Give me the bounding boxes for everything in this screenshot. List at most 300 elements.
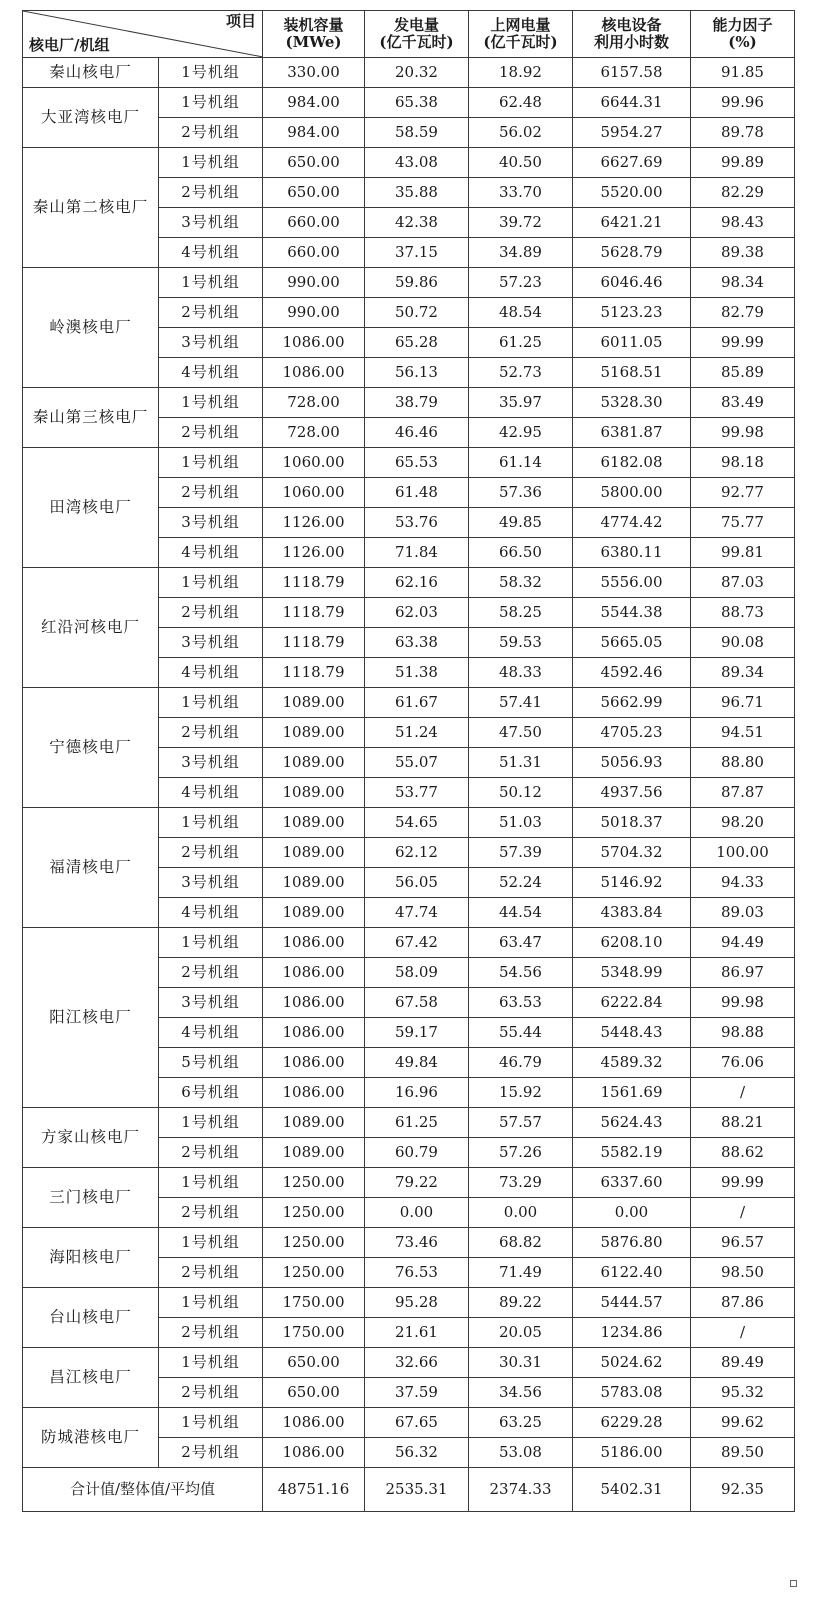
value-cell: 42.38: [365, 208, 469, 238]
value-cell: 62.12: [365, 838, 469, 868]
value-cell: 37.15: [365, 238, 469, 268]
value-cell: 34.56: [469, 1378, 573, 1408]
value-cell: 20.05: [469, 1318, 573, 1348]
table-row: [23, 1288, 795, 1318]
value-cell: 5328.30: [573, 388, 691, 418]
value-cell: 5954.27: [573, 118, 691, 148]
value-cell: 50.72: [365, 298, 469, 328]
unit-name: 1号机组: [159, 1348, 263, 1378]
corner-mark: [790, 1580, 797, 1587]
value-cell: 6381.87: [573, 418, 691, 448]
value-cell: 100.00: [691, 838, 795, 868]
value-cell: /: [691, 1318, 795, 1348]
header-capacity: 装机容量 (MWe): [263, 11, 365, 58]
plant-name: 红沿河核电厂: [23, 568, 159, 688]
plant-name: 福清核电厂: [23, 808, 159, 928]
value-cell: 18.92: [469, 58, 573, 88]
value-cell: 1060.00: [263, 448, 365, 478]
value-cell: 61.25: [469, 328, 573, 358]
value-cell: 99.62: [691, 1408, 795, 1438]
value-cell: 990.00: [263, 268, 365, 298]
table-row: [23, 1228, 795, 1258]
value-cell: 56.13: [365, 358, 469, 388]
value-cell: 89.50: [691, 1438, 795, 1468]
value-cell: 35.88: [365, 178, 469, 208]
value-cell: 98.88: [691, 1018, 795, 1048]
value-cell: 47.74: [365, 898, 469, 928]
value-cell: 46.46: [365, 418, 469, 448]
unit-name: 3号机组: [159, 508, 263, 538]
value-cell: 58.09: [365, 958, 469, 988]
value-cell: 6011.05: [573, 328, 691, 358]
value-cell: 5544.38: [573, 598, 691, 628]
unit-name: 6号机组: [159, 1078, 263, 1108]
unit-name: 2号机组: [159, 1258, 263, 1288]
value-cell: 57.57: [469, 1108, 573, 1138]
value-cell: 650.00: [263, 148, 365, 178]
table-row: [23, 928, 795, 958]
value-cell: 6337.60: [573, 1168, 691, 1198]
value-cell: 5665.05: [573, 628, 691, 658]
plant-name: 三门核电厂: [23, 1168, 159, 1228]
value-cell: 61.25: [365, 1108, 469, 1138]
table-row: [23, 88, 795, 118]
value-cell: 34.89: [469, 238, 573, 268]
unit-name: 2号机组: [159, 1318, 263, 1348]
value-cell: 728.00: [263, 418, 365, 448]
value-cell: 82.79: [691, 298, 795, 328]
header-plant-label: 核电厂/机组: [29, 36, 110, 54]
unit-name: 4号机组: [159, 358, 263, 388]
value-cell: 98.20: [691, 808, 795, 838]
table-row: [23, 688, 795, 718]
value-cell: 37.59: [365, 1378, 469, 1408]
value-cell: 5556.00: [573, 568, 691, 598]
value-cell: 330.00: [263, 58, 365, 88]
value-cell: 51.38: [365, 658, 469, 688]
value-cell: 63.47: [469, 928, 573, 958]
value-cell: 57.23: [469, 268, 573, 298]
value-cell: 59.17: [365, 1018, 469, 1048]
plant-name: 昌江核电厂: [23, 1348, 159, 1408]
value-cell: 6644.31: [573, 88, 691, 118]
value-cell: 61.14: [469, 448, 573, 478]
value-cell: 98.50: [691, 1258, 795, 1288]
value-cell: 650.00: [263, 1348, 365, 1378]
value-cell: 4705.23: [573, 718, 691, 748]
value-cell: 56.02: [469, 118, 573, 148]
unit-name: 2号机组: [159, 598, 263, 628]
value-cell: 16.96: [365, 1078, 469, 1108]
header-item-label: 项目: [225, 12, 256, 30]
value-cell: 5168.51: [573, 358, 691, 388]
value-cell: 6157.58: [573, 58, 691, 88]
value-cell: 5146.92: [573, 868, 691, 898]
value-cell: 5186.00: [573, 1438, 691, 1468]
value-cell: 1089.00: [263, 778, 365, 808]
value-cell: 89.03: [691, 898, 795, 928]
value-cell: 49.85: [469, 508, 573, 538]
table-row: [23, 448, 795, 478]
value-cell: 20.32: [365, 58, 469, 88]
value-cell: 1118.79: [263, 598, 365, 628]
value-cell: 1126.00: [263, 538, 365, 568]
unit-name: 1号机组: [159, 808, 263, 838]
value-cell: 82.29: [691, 178, 795, 208]
value-cell: 1086.00: [263, 328, 365, 358]
value-cell: 650.00: [263, 1378, 365, 1408]
unit-name: 2号机组: [159, 1138, 263, 1168]
value-cell: 89.49: [691, 1348, 795, 1378]
value-cell: 1089.00: [263, 718, 365, 748]
value-cell: 1086.00: [263, 358, 365, 388]
value-cell: 1089.00: [263, 898, 365, 928]
unit-name: 2号机组: [159, 838, 263, 868]
value-cell: 89.34: [691, 658, 795, 688]
value-cell: 95.32: [691, 1378, 795, 1408]
value-cell: 55.07: [365, 748, 469, 778]
value-cell: 71.49: [469, 1258, 573, 1288]
unit-name: 2号机组: [159, 958, 263, 988]
value-cell: 5800.00: [573, 478, 691, 508]
value-cell: 21.61: [365, 1318, 469, 1348]
value-cell: 65.53: [365, 448, 469, 478]
unit-name: 4号机组: [159, 778, 263, 808]
value-cell: 1089.00: [263, 688, 365, 718]
value-cell: 1089.00: [263, 808, 365, 838]
value-cell: 99.81: [691, 538, 795, 568]
value-cell: 1086.00: [263, 928, 365, 958]
value-cell: 51.31: [469, 748, 573, 778]
table-row: [23, 388, 795, 418]
unit-name: 1号机组: [159, 88, 263, 118]
value-cell: 660.00: [263, 208, 365, 238]
value-cell: 1561.69: [573, 1078, 691, 1108]
value-cell: 60.79: [365, 1138, 469, 1168]
value-cell: 1118.79: [263, 628, 365, 658]
unit-name: 4号机组: [159, 538, 263, 568]
value-cell: 62.48: [469, 88, 573, 118]
value-cell: 94.49: [691, 928, 795, 958]
value-cell: 51.03: [469, 808, 573, 838]
value-cell: 5348.99: [573, 958, 691, 988]
value-cell: 85.89: [691, 358, 795, 388]
value-cell: 1089.00: [263, 1108, 365, 1138]
total-value-cell: 2374.33: [469, 1468, 573, 1512]
header-corner-cell: [23, 11, 263, 58]
value-cell: 1250.00: [263, 1198, 365, 1228]
value-cell: 87.87: [691, 778, 795, 808]
value-cell: 54.65: [365, 808, 469, 838]
value-cell: 33.70: [469, 178, 573, 208]
value-cell: 6222.84: [573, 988, 691, 1018]
value-cell: 65.28: [365, 328, 469, 358]
value-cell: 15.92: [469, 1078, 573, 1108]
value-cell: 44.54: [469, 898, 573, 928]
value-cell: 58.32: [469, 568, 573, 598]
value-cell: 76.53: [365, 1258, 469, 1288]
total-row: [23, 1468, 795, 1512]
value-cell: 1118.79: [263, 658, 365, 688]
unit-name: 1号机组: [159, 1168, 263, 1198]
value-cell: 51.24: [365, 718, 469, 748]
unit-name: 3号机组: [159, 208, 263, 238]
table-row: [23, 568, 795, 598]
unit-name: 1号机组: [159, 1288, 263, 1318]
value-cell: 63.25: [469, 1408, 573, 1438]
value-cell: 86.97: [691, 958, 795, 988]
value-cell: 94.51: [691, 718, 795, 748]
value-cell: 98.18: [691, 448, 795, 478]
unit-name: 1号机组: [159, 928, 263, 958]
header-capacity-factor: 能力因子 (%): [691, 11, 795, 58]
plant-name: 防城港核电厂: [23, 1408, 159, 1468]
value-cell: 5582.19: [573, 1138, 691, 1168]
value-cell: 56.32: [365, 1438, 469, 1468]
value-cell: 1250.00: [263, 1228, 365, 1258]
value-cell: 1060.00: [263, 478, 365, 508]
value-cell: 990.00: [263, 298, 365, 328]
plant-name: 台山核电厂: [23, 1288, 159, 1348]
value-cell: 99.99: [691, 328, 795, 358]
unit-name: 1号机组: [159, 688, 263, 718]
value-cell: 96.71: [691, 688, 795, 718]
value-cell: 96.57: [691, 1228, 795, 1258]
value-cell: 88.73: [691, 598, 795, 628]
value-cell: 99.89: [691, 148, 795, 178]
unit-name: 3号机组: [159, 988, 263, 1018]
value-cell: 99.98: [691, 988, 795, 1018]
value-cell: 57.39: [469, 838, 573, 868]
value-cell: 59.86: [365, 268, 469, 298]
unit-name: 1号机组: [159, 58, 263, 88]
total-label: 合计值/整体值/平均值: [23, 1468, 263, 1512]
value-cell: 4383.84: [573, 898, 691, 928]
value-cell: 1118.79: [263, 568, 365, 598]
unit-name: 1号机组: [159, 568, 263, 598]
value-cell: 4774.42: [573, 508, 691, 538]
unit-name: 4号机组: [159, 658, 263, 688]
value-cell: 62.03: [365, 598, 469, 628]
value-cell: 59.53: [469, 628, 573, 658]
value-cell: 5628.79: [573, 238, 691, 268]
value-cell: 57.41: [469, 688, 573, 718]
value-cell: 5448.43: [573, 1018, 691, 1048]
unit-name: 3号机组: [159, 328, 263, 358]
value-cell: 1086.00: [263, 1438, 365, 1468]
unit-name: 2号机组: [159, 178, 263, 208]
value-cell: 43.08: [365, 148, 469, 178]
table-row: [23, 1168, 795, 1198]
value-cell: 1086.00: [263, 1018, 365, 1048]
unit-name: 1号机组: [159, 1108, 263, 1138]
plant-name: 秦山第二核电厂: [23, 148, 159, 268]
value-cell: 49.84: [365, 1048, 469, 1078]
header-utilization-hours: 核电设备 利用小时数: [573, 11, 691, 58]
value-cell: 5444.57: [573, 1288, 691, 1318]
value-cell: 58.25: [469, 598, 573, 628]
table-row: [23, 1408, 795, 1438]
total-value-cell: 92.35: [691, 1468, 795, 1512]
unit-name: 2号机组: [159, 418, 263, 448]
plant-name: 阳江核电厂: [23, 928, 159, 1108]
value-cell: 48.54: [469, 298, 573, 328]
value-cell: 67.58: [365, 988, 469, 1018]
value-cell: 660.00: [263, 238, 365, 268]
value-cell: 0.00: [469, 1198, 573, 1228]
value-cell: 88.80: [691, 748, 795, 778]
value-cell: 1250.00: [263, 1258, 365, 1288]
plant-name: 田湾核电厂: [23, 448, 159, 568]
total-value-cell: 48751.16: [263, 1468, 365, 1512]
plant-name: 宁德核电厂: [23, 688, 159, 808]
value-cell: 54.56: [469, 958, 573, 988]
header-row: [23, 11, 795, 58]
plant-name: 海阳核电厂: [23, 1228, 159, 1288]
value-cell: 73.29: [469, 1168, 573, 1198]
value-cell: 63.53: [469, 988, 573, 1018]
value-cell: 6182.08: [573, 448, 691, 478]
value-cell: 1089.00: [263, 1138, 365, 1168]
value-cell: 0.00: [365, 1198, 469, 1228]
value-cell: 1086.00: [263, 1078, 365, 1108]
value-cell: 5024.62: [573, 1348, 691, 1378]
unit-name: 2号机组: [159, 298, 263, 328]
value-cell: 79.22: [365, 1168, 469, 1198]
value-cell: 99.98: [691, 418, 795, 448]
value-cell: 6046.46: [573, 268, 691, 298]
value-cell: 728.00: [263, 388, 365, 418]
value-cell: 650.00: [263, 178, 365, 208]
unit-name: 2号机组: [159, 1378, 263, 1408]
value-cell: 91.85: [691, 58, 795, 88]
value-cell: 32.66: [365, 1348, 469, 1378]
value-cell: 1750.00: [263, 1288, 365, 1318]
value-cell: 984.00: [263, 118, 365, 148]
table-row: [23, 1108, 795, 1138]
nuclear-plant-table: [22, 10, 795, 1512]
unit-name: 1号机组: [159, 388, 263, 418]
plant-name: 秦山第三核电厂: [23, 388, 159, 448]
value-cell: 5520.00: [573, 178, 691, 208]
value-cell: 1086.00: [263, 958, 365, 988]
table-row: [23, 58, 795, 88]
value-cell: 68.82: [469, 1228, 573, 1258]
value-cell: 94.33: [691, 868, 795, 898]
value-cell: 5783.08: [573, 1378, 691, 1408]
value-cell: 5624.43: [573, 1108, 691, 1138]
value-cell: 50.12: [469, 778, 573, 808]
value-cell: 1234.86: [573, 1318, 691, 1348]
value-cell: 87.86: [691, 1288, 795, 1318]
value-cell: 48.33: [469, 658, 573, 688]
value-cell: 98.34: [691, 268, 795, 298]
value-cell: 42.95: [469, 418, 573, 448]
value-cell: 6122.40: [573, 1258, 691, 1288]
unit-name: 4号机组: [159, 238, 263, 268]
value-cell: 46.79: [469, 1048, 573, 1078]
table-row: [23, 148, 795, 178]
value-cell: 87.03: [691, 568, 795, 598]
value-cell: 52.24: [469, 868, 573, 898]
value-cell: 35.97: [469, 388, 573, 418]
value-cell: 67.65: [365, 1408, 469, 1438]
value-cell: 99.96: [691, 88, 795, 118]
unit-name: 2号机组: [159, 1198, 263, 1228]
value-cell: 61.48: [365, 478, 469, 508]
value-cell: 4589.32: [573, 1048, 691, 1078]
value-cell: 73.46: [365, 1228, 469, 1258]
unit-name: 2号机组: [159, 118, 263, 148]
value-cell: 1086.00: [263, 1048, 365, 1078]
value-cell: 1126.00: [263, 508, 365, 538]
unit-name: 2号机组: [159, 718, 263, 748]
table-row: [23, 808, 795, 838]
value-cell: 62.16: [365, 568, 469, 598]
value-cell: 99.99: [691, 1168, 795, 1198]
value-cell: 1089.00: [263, 748, 365, 778]
value-cell: 6380.11: [573, 538, 691, 568]
value-cell: 63.38: [365, 628, 469, 658]
value-cell: 57.36: [469, 478, 573, 508]
value-cell: /: [691, 1078, 795, 1108]
value-cell: 6229.28: [573, 1408, 691, 1438]
value-cell: 4592.46: [573, 658, 691, 688]
value-cell: 65.38: [365, 88, 469, 118]
value-cell: 1250.00: [263, 1168, 365, 1198]
value-cell: 98.43: [691, 208, 795, 238]
header-grid-supply: 上网电量 (亿千瓦时): [469, 11, 573, 58]
value-cell: 5056.93: [573, 748, 691, 778]
value-cell: 5662.99: [573, 688, 691, 718]
unit-name: 3号机组: [159, 748, 263, 778]
value-cell: 1086.00: [263, 988, 365, 1018]
value-cell: 0.00: [573, 1198, 691, 1228]
value-cell: 38.79: [365, 388, 469, 418]
value-cell: 53.76: [365, 508, 469, 538]
value-cell: 88.62: [691, 1138, 795, 1168]
value-cell: 1750.00: [263, 1318, 365, 1348]
value-cell: 89.38: [691, 238, 795, 268]
plant-name: 秦山核电厂: [23, 58, 159, 88]
value-cell: 5123.23: [573, 298, 691, 328]
value-cell: 47.50: [469, 718, 573, 748]
plant-name: 大亚湾核电厂: [23, 88, 159, 148]
value-cell: 6421.21: [573, 208, 691, 238]
value-cell: 1086.00: [263, 1408, 365, 1438]
unit-name: 3号机组: [159, 868, 263, 898]
value-cell: 76.06: [691, 1048, 795, 1078]
value-cell: 88.21: [691, 1108, 795, 1138]
plant-name: 岭澳核电厂: [23, 268, 159, 388]
value-cell: 66.50: [469, 538, 573, 568]
value-cell: 89.78: [691, 118, 795, 148]
total-value-cell: 5402.31: [573, 1468, 691, 1512]
value-cell: 56.05: [365, 868, 469, 898]
unit-name: 4号机组: [159, 1018, 263, 1048]
value-cell: /: [691, 1198, 795, 1228]
value-cell: 90.08: [691, 628, 795, 658]
unit-name: 4号机组: [159, 898, 263, 928]
unit-name: 1号机组: [159, 1408, 263, 1438]
value-cell: 52.73: [469, 358, 573, 388]
value-cell: 5876.80: [573, 1228, 691, 1258]
plant-name: 方家山核电厂: [23, 1108, 159, 1168]
value-cell: 1089.00: [263, 838, 365, 868]
unit-name: 3号机组: [159, 628, 263, 658]
unit-name: 1号机组: [159, 1228, 263, 1258]
value-cell: 5704.32: [573, 838, 691, 868]
